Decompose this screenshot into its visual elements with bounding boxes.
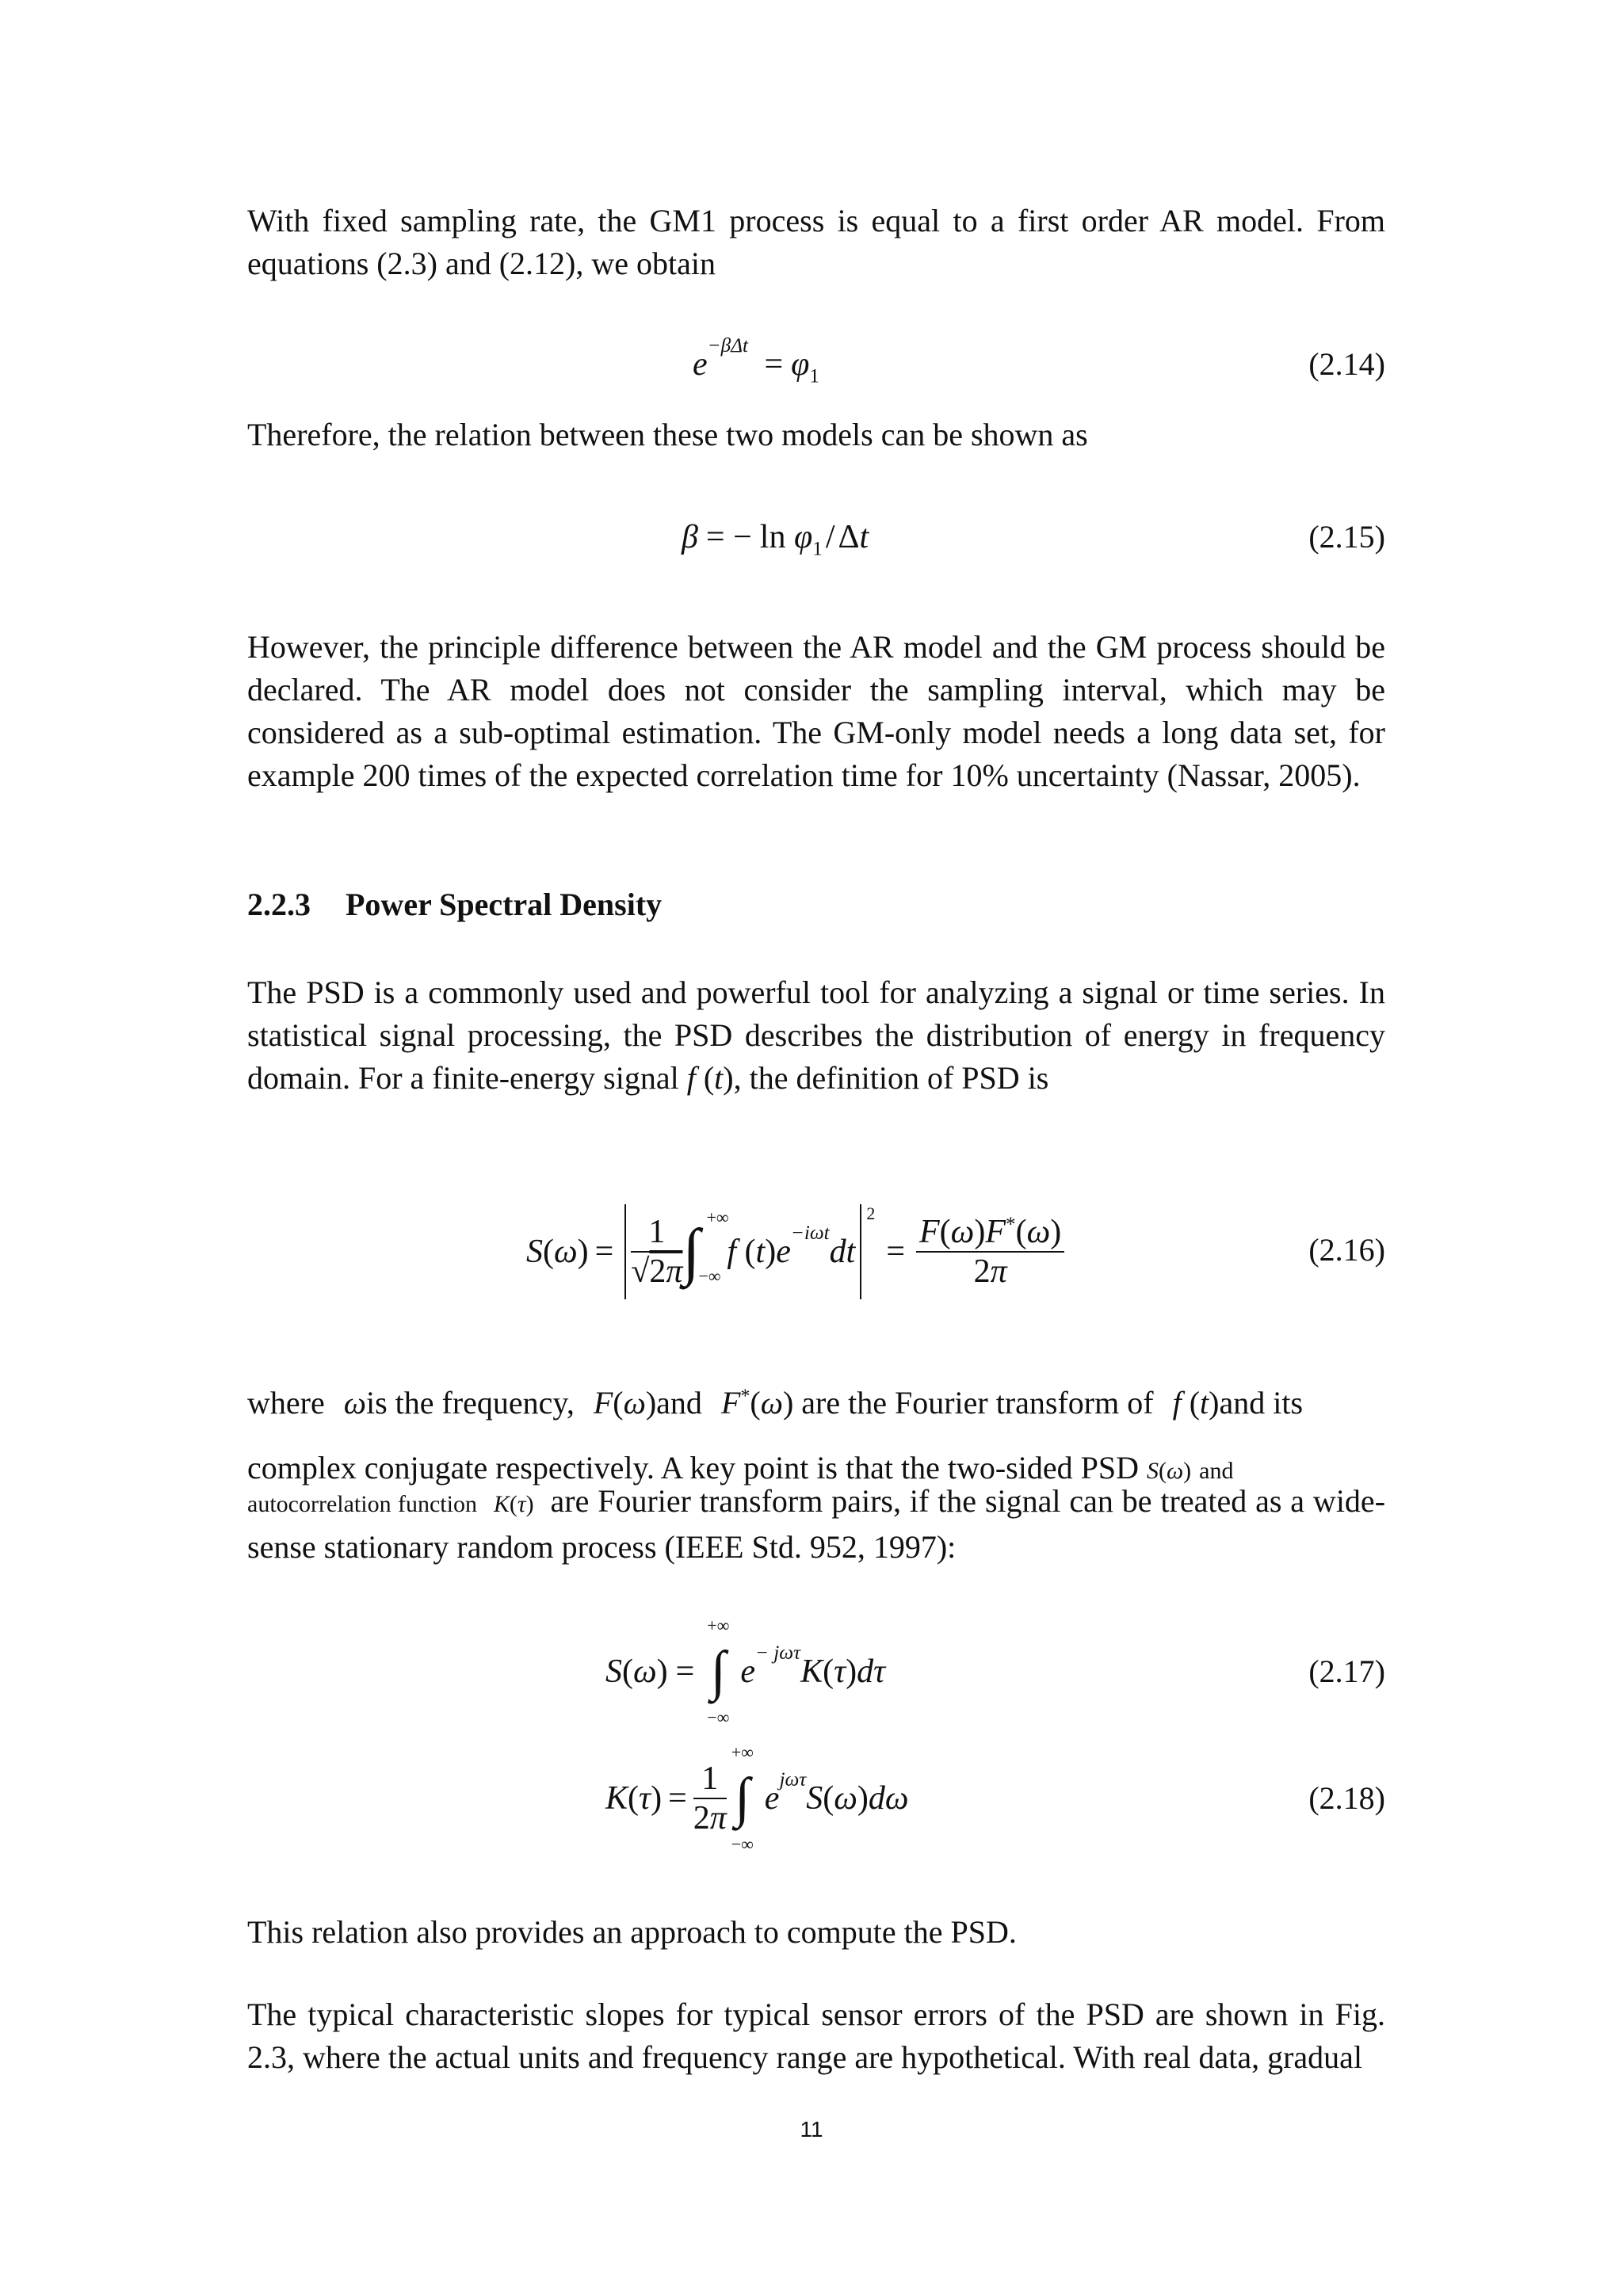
- equation-2-16: S ( ω ) = $\frac{1}{√2\pi}$ ∫ +∞ −∞ f $(t)e^{-i\omega t}dt$ $^2$ = $\frac{F(\omega)F^*(\omega)}{2\pi}$ (2.16): [247, 1188, 1385, 1315]
- section-title: Power Spectral Density: [346, 887, 663, 922]
- paragraph-psd-definition-cont: autocorrelation function K(τ) are Fourier transform pairs, if the signal can be treated as a wide-sense stationary random process (IEEE Std. 952, 1997):: [247, 1483, 1386, 1565]
- equation-2-17: S ( ω ) = ∫ +∞ −∞ $e^{- j\omega\tau}K(\tau)d\tau$ (2.17): [605, 1615, 1385, 1727]
- paragraph-ar-vs-gm: However, the principle difference between the AR model and the GM process should be declared. The AR model does not consider the sampling interval, which may be considered as a sub-optimal estimation. The GM-only model needs a long data set, for example 200 times of the expected correlation time for 10% uncertainty (Nassar, 2005).: [247, 629, 1385, 793]
- page-number: 11: [800, 2117, 823, 2142]
- paragraph-psd-definition: where ωis the frequency, F(ω)and F*(ω) are the Fourier transform of f (t)and its complex conjugate respectively. A key point is that the two-sided PSD S(ω) and: [247, 1385, 1304, 1486]
- section-heading: [247, 886, 662, 923]
- paragraph-psd-intro: The PSD is a commonly used and powerful tool for analyzing a signal or time series. In statistical signal processing, the PSD describes the distribution of energy in frequency domain. For a finite-energy signal f (t), the definition of PSD is: [247, 974, 1385, 1096]
- equation-2-18: K ( τ ) = $\frac{1}{2\pi}$ ∫ +∞ −∞ $e^{j\omega\tau}S(\omega)d\omega$ (2.18): [605, 1742, 1385, 1854]
- equation-number: (2.14): [1308, 346, 1385, 382]
- paragraph-relation: Therefore, the relation between these two models can be shown as: [247, 417, 1088, 452]
- equation-number: (2.18): [1308, 1780, 1385, 1816]
- paragraph-gm1-ar: With fixed sampling rate, the GM1 process is equal to a first order AR model. From equations (2.3) and (2.12), we obtain: [247, 203, 1385, 281]
- section-number: 2.2.3: [247, 887, 311, 922]
- paragraph-slopes: The typical characteristic slopes for typical sensor errors of the PSD are shown in Fig. 2.3, where the actual units and frequency range are hypothetical. With real data, gradual: [247, 1997, 1385, 2075]
- equation-number: (2.15): [1308, 519, 1385, 555]
- equation-number: (2.17): [1308, 1653, 1385, 1689]
- equation-number: (2.16): [1308, 1232, 1385, 1268]
- paragraph-compute-psd: This relation also provides an approach to compute the PSD.: [247, 1914, 1017, 1950]
